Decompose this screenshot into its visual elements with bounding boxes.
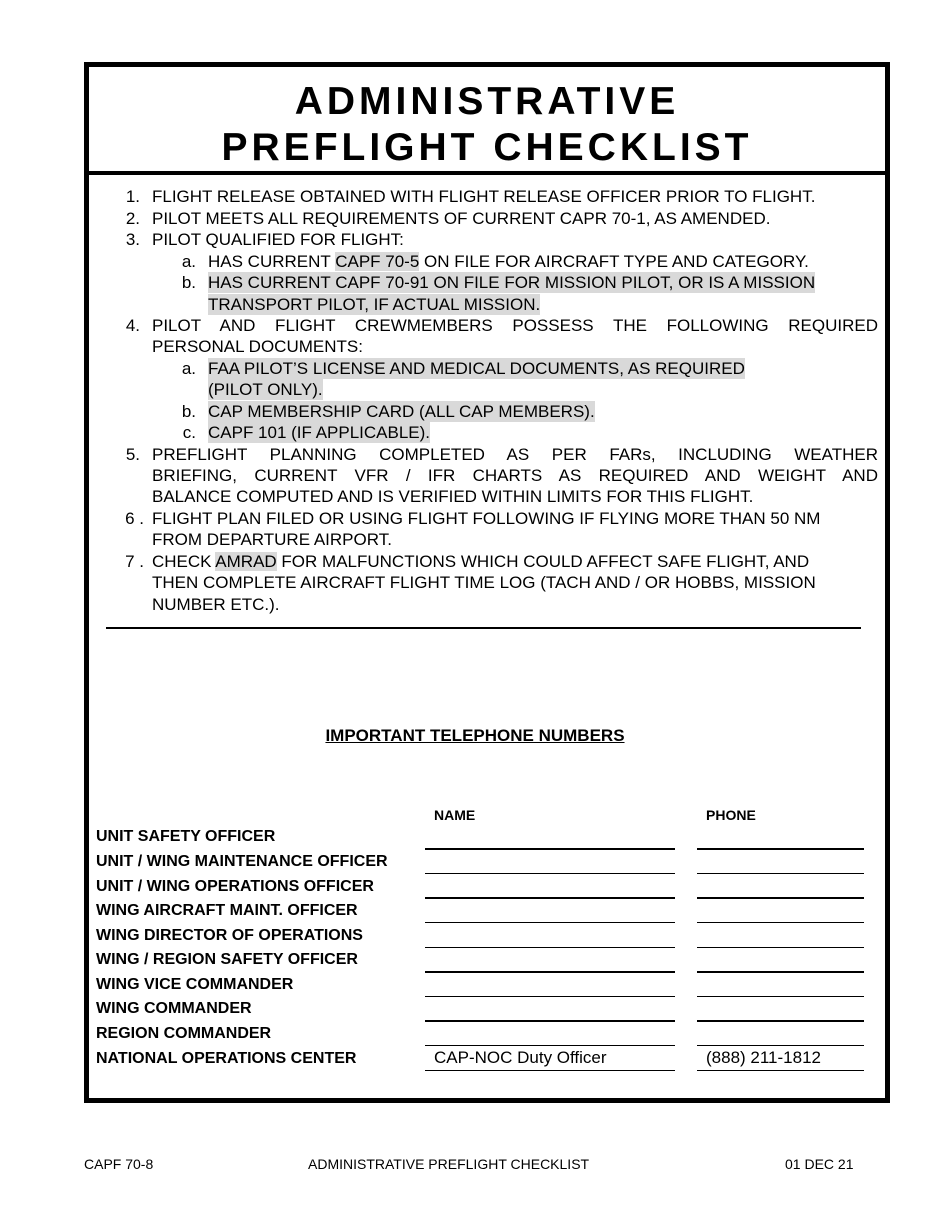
role-label-unit-wing-maintenance-officer: UNIT / WING MAINTENANCE OFFICER [96, 853, 388, 870]
item-text-highlighted: FAA PILOT’S LICENSE AND MEDICAL DOCUMENTS, AS REQUIRED [208, 359, 745, 378]
item-text: BRIEFING, CURRENT VFR / IFR CHARTS AS REQUIRED AND WEIGHT AND [152, 466, 878, 485]
name-column-header: NAME [434, 807, 476, 823]
phone-column-header: PHONE [706, 807, 756, 823]
highlighted-form-ref: AMRAD [215, 552, 277, 571]
item-text: BALANCE COMPUTED AND IS VERIFIED WITHIN LIMITS FOR THIS FLIGHT. [152, 487, 754, 506]
phone-field-line[interactable] [697, 848, 864, 850]
item-text: THEN COMPLETE AIRCRAFT FLIGHT TIME LOG (TACH AND / OR HOBBS, MISSION [152, 573, 816, 592]
item-number: 6 . [125, 509, 144, 528]
phone-field-line[interactable] [697, 996, 864, 997]
item-letter: a. [181, 252, 196, 271]
item-text: PREFLIGHT PLANNING COMPLETED AS PER FARs, INCLUDING WEATHER [152, 445, 878, 464]
highlighted-form-ref: CAPF 70-5 [335, 252, 420, 271]
name-field-line[interactable] [425, 1045, 675, 1046]
item-text-highlighted: CAPF 101 (IF APPLICABLE). [208, 423, 431, 442]
item-text: FOR MALFUNCTIONS WHICH COULD AFFECT SAFE FLIGHT, AND [276, 552, 810, 571]
role-label-region-commander: REGION COMMANDER [96, 1025, 272, 1042]
page-title-line2: PREFLIGHT CHECKLIST [221, 126, 753, 169]
item-text: PILOT QUALIFIED FOR FLIGHT: [152, 230, 404, 249]
footer-form-number: CAPF 70-8 [84, 1156, 154, 1172]
item-text: FROM DEPARTURE AIRPORT. [152, 530, 392, 549]
phone-field-line[interactable] [697, 971, 864, 973]
item-number: 4. [125, 316, 140, 335]
footer-date: 01 DEC 21 [785, 1156, 854, 1172]
name-field-line[interactable] [425, 971, 675, 973]
role-label-unit-safety-officer: UNIT SAFETY OFFICER [96, 828, 276, 845]
item-text-highlighted: CAP MEMBERSHIP CARD (ALL CAP MEMBERS). [208, 402, 595, 421]
phone-field-line[interactable] [697, 922, 864, 923]
phone-field-line[interactable] [697, 897, 864, 899]
noc-phone-value: (888) 211-1812 [706, 1048, 821, 1067]
role-label-wing-director-of-operations: WING DIRECTOR OF OPERATIONS [96, 927, 363, 944]
name-field-line[interactable] [425, 897, 675, 899]
noc-name-value: CAP-NOC Duty Officer [434, 1048, 607, 1067]
item-text: FLIGHT RELEASE OBTAINED WITH FLIGHT RELEASE OFFICER PRIOR TO FLIGHT. [152, 187, 816, 206]
page-title-line1: ADMINISTRATIVE [294, 80, 680, 123]
item-letter: b. [181, 273, 196, 292]
item-text-highlighted: HAS CURRENT CAPF 70-91 ON FILE FOR MISSION PILOT, OR IS A MISSION [208, 273, 816, 292]
item-letter: b. [181, 402, 196, 421]
phone-field-line[interactable] [697, 1020, 864, 1022]
item-number: 7 . [125, 552, 144, 571]
item-text-highlighted: (PILOT ONLY). [208, 380, 323, 399]
item-text-highlighted: TRANSPORT PILOT, IF ACTUAL MISSION. [208, 295, 541, 314]
item-letter: a. [181, 359, 196, 378]
phone-field-line[interactable] [697, 873, 864, 874]
role-label-wing-aircraft-maint-officer: WING AIRCRAFT MAINT. OFFICER [96, 902, 358, 919]
item-number: 3. [125, 230, 140, 249]
name-field-line[interactable] [425, 996, 675, 997]
item-text: PILOT MEETS ALL REQUIREMENTS OF CURRENT CAPR 70-1, AS AMENDED. [152, 209, 771, 228]
item-text: HAS CURRENT [208, 252, 336, 271]
title-box [89, 67, 885, 175]
item-text: PERSONAL DOCUMENTS: [152, 337, 363, 356]
phone-field-line[interactable] [697, 947, 864, 948]
name-field-line[interactable] [425, 1070, 675, 1071]
name-field-line[interactable] [425, 947, 675, 948]
section-divider [106, 627, 861, 629]
name-field-line[interactable] [425, 1020, 675, 1022]
item-text: PILOT AND FLIGHT CREWMEMBERS POSSESS THE FOLLOWING REQUIRED [152, 316, 878, 335]
name-field-line[interactable] [425, 873, 675, 874]
item-text: NUMBER ETC.). [152, 595, 280, 614]
item-number: 5. [125, 445, 140, 464]
name-field-line[interactable] [425, 848, 675, 850]
role-label-unit-wing-operations-officer: UNIT / WING OPERATIONS OFFICER [96, 878, 374, 895]
phone-field-line[interactable] [697, 1045, 864, 1046]
item-number: 2. [125, 209, 140, 228]
phones-section-title: IMPORTANT TELEPHONE NUMBERS [325, 726, 625, 745]
item-text: ON FILE FOR AIRCRAFT TYPE AND CATEGORY. [419, 252, 809, 271]
role-label-wing-region-safety-officer: WING / REGION SAFETY OFFICER [96, 951, 358, 968]
item-text: CHECK [152, 552, 216, 571]
item-letter: c. [182, 423, 196, 442]
footer-title: ADMINISTRATIVE PREFLIGHT CHECKLIST [308, 1156, 590, 1172]
role-label-national-operations-center: NATIONAL OPERATIONS CENTER [96, 1050, 357, 1067]
item-number: 1. [125, 187, 140, 206]
phone-field-line[interactable] [697, 1070, 864, 1071]
name-field-line[interactable] [425, 922, 675, 923]
role-label-wing-commander: WING COMMANDER [96, 1000, 252, 1017]
item-text: FLIGHT PLAN FILED OR USING FLIGHT FOLLOWING IF FLYING MORE THAN 50 NM [152, 509, 821, 528]
role-label-wing-vice-commander: WING VICE COMMANDER [96, 976, 294, 993]
